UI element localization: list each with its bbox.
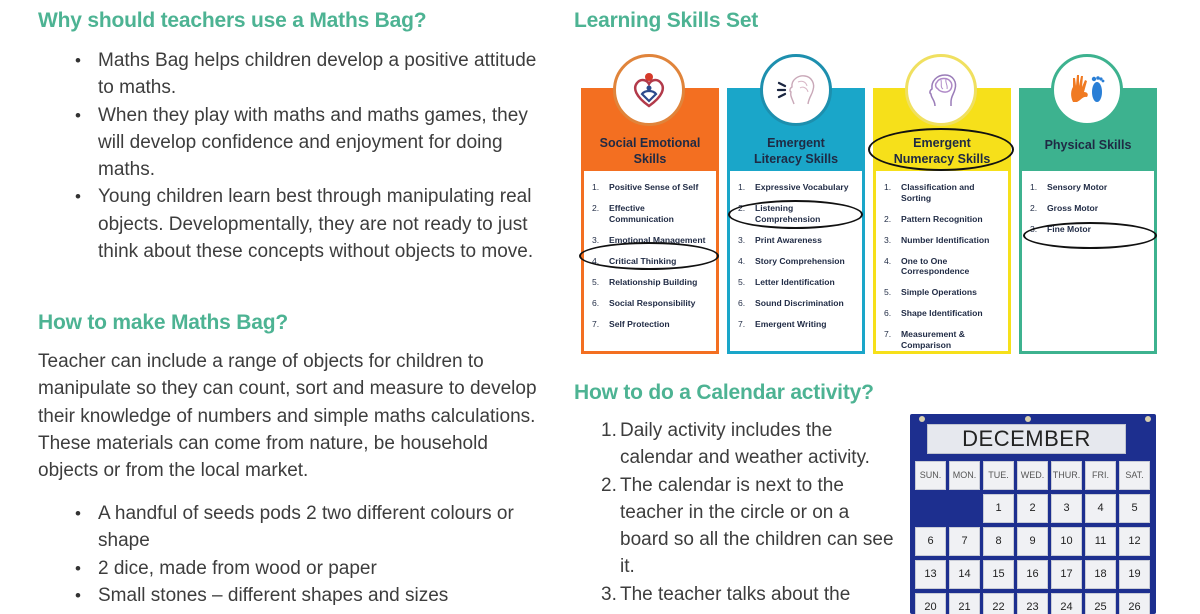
make-heading: How to make Maths Bag?	[38, 311, 288, 334]
highlight-oval	[868, 128, 1014, 171]
calendar-day-header: THUR.	[1051, 461, 1082, 490]
list-item: 1. Expressive Vocabulary	[738, 182, 849, 192]
card-title: Emergent Numeracy Skills	[893, 136, 991, 166]
hand-foot-icon	[1051, 54, 1123, 126]
calendar-date: 19	[1119, 560, 1150, 589]
brain-head-icon	[905, 54, 977, 126]
list-item: 5. Letter Identification	[738, 276, 835, 287]
calendar-date: 4	[1085, 494, 1116, 523]
calendar-date: 12	[1119, 527, 1150, 556]
list-item: 6. Sound Discrimination	[738, 297, 844, 308]
calendar-day-header: SAT.	[1119, 461, 1150, 490]
calendar-date: 2	[1017, 494, 1048, 523]
list-item: 1. Classification and Sorting	[884, 182, 975, 203]
calendar-date: 15	[983, 560, 1014, 589]
calendar-date: 11	[1085, 527, 1116, 556]
list-item: 2. Effective Communication	[592, 203, 674, 224]
calendar-date: 16	[1017, 560, 1048, 589]
calendar-day-header: WED.	[1017, 461, 1048, 490]
calendar-date: 18	[1085, 560, 1116, 589]
calendar-date: 25	[1085, 593, 1116, 614]
calendar-date: 26	[1119, 593, 1150, 614]
calendar-heading: How to do a Calendar activity?	[574, 381, 874, 404]
calendar-month: DECEMBER	[927, 424, 1126, 454]
calendar-date: 9	[1017, 527, 1048, 556]
list-item: 7. Measurement & Comparison	[884, 329, 965, 350]
calendar-date: 5	[1119, 494, 1150, 523]
list-item: 2. Listening Comprehension	[738, 203, 821, 224]
grommet	[1025, 416, 1031, 422]
calendar-date: 20	[915, 593, 946, 614]
list-item: 3. Emotional Management	[592, 234, 706, 245]
list-item: • Small stones – different shapes and sizes	[40, 582, 540, 609]
calendar-date: 8	[983, 527, 1014, 556]
list-item: • Young children learn best through manipulating real objects. Developmentally, they are not ready to just think about these concepts without objects to move.	[40, 183, 540, 265]
calendar-date-empty	[949, 494, 980, 523]
calendar-date: 3	[1051, 494, 1082, 523]
list-item: 5. Simple Operations	[884, 287, 977, 297]
materials-list	[40, 500, 540, 609]
list-item: • When they play with maths and maths games, they will develop confidence and enjoyment for doing maths.	[40, 102, 540, 184]
calendar-date: 22	[983, 593, 1014, 614]
list-item: 2. Pattern Recognition	[884, 213, 983, 224]
highlight-oval	[579, 242, 719, 270]
card-title: Emergent Literacy Skills	[753, 136, 839, 166]
calendar-grid	[915, 461, 1150, 614]
calendar-day-header: FRI.	[1085, 461, 1116, 490]
why-bullet-list	[40, 47, 540, 265]
calendar-date: 13	[915, 560, 946, 589]
highlight-oval	[728, 200, 863, 229]
list-item: 5. Relationship Building	[592, 276, 698, 287]
list-item: • Maths Bag helps children develop a positive attitude to maths.	[40, 47, 540, 102]
calendar-day-header: SUN.	[915, 461, 946, 490]
skills-heading: Learning Skills Set	[574, 9, 759, 32]
calendar-day-header: MON.	[949, 461, 980, 490]
calendar-date: 17	[1051, 560, 1082, 589]
card-title: Social Emotional Skills	[599, 136, 701, 166]
list-item: 3. Print Awareness	[738, 234, 822, 245]
grommet	[1145, 416, 1151, 422]
list-item: 4. Critical Thinking	[592, 255, 677, 266]
list-item: 6. Social Responsibility	[592, 297, 696, 308]
card-title: Physical Skills	[1044, 138, 1132, 152]
list-item: 3. Number Identification	[884, 234, 990, 245]
calendar-image	[910, 414, 1156, 614]
list-item: 7. Emergent Writing	[738, 318, 827, 329]
list-item: 4. Story Comprehension	[738, 255, 845, 266]
skills-card-social-emotional	[581, 88, 719, 354]
why-heading: Why should teachers use a Maths Bag?	[38, 9, 427, 32]
calendar-date: 6	[915, 527, 946, 556]
speaking-head-icon	[760, 54, 832, 126]
list-item: • A handful of seeds pods 2 two different colours or shape	[40, 500, 540, 555]
list-item: 1. Sensory Motor	[1030, 182, 1108, 192]
list-item: 1. Daily activity includes the calendar and weather activity.	[601, 420, 870, 469]
calendar-date: 10	[1051, 527, 1082, 556]
heart-family-icon	[613, 54, 685, 126]
list-item: • 2 dice, made from wood or paper	[40, 555, 540, 582]
calendar-date: 24	[1051, 593, 1082, 614]
calendar-date: 21	[949, 593, 980, 614]
calendar-day-header: TUE.	[983, 461, 1014, 490]
calendar-date: 7	[949, 527, 980, 556]
list-item: 3. The teacher talks about the	[601, 583, 851, 605]
list-item: 7. Self Protection	[592, 318, 670, 329]
list-item: 2. The calendar is next to the teacher in the circle or on a board so all the children can see it.	[601, 474, 894, 578]
highlight-oval	[1023, 222, 1157, 249]
list-item: 4. One to One Correspondence	[884, 255, 970, 276]
skills-list	[884, 182, 1001, 361]
calendar-date: 23	[1017, 593, 1048, 614]
skills-card-physical	[1019, 88, 1157, 354]
make-paragraph: Teacher can include a range of objects for children to manipulate so they can count, sort and measure to develop their knowledge of numbers and simple maths calculations. These materials can come from nature, be household objects or from the local market.	[38, 351, 537, 482]
list-item: 1. Positive Sense of Self	[592, 182, 699, 192]
grommet	[919, 416, 925, 422]
list-item: 3. Fine Motor	[1030, 224, 1091, 234]
calendar-steps-list	[574, 417, 894, 608]
list-item: 2. Gross Motor	[1030, 203, 1099, 213]
calendar-date: 1	[983, 494, 1014, 523]
list-item: 6. Shape Identification	[884, 308, 983, 318]
calendar-date-empty	[915, 494, 946, 523]
calendar-date: 14	[949, 560, 980, 589]
